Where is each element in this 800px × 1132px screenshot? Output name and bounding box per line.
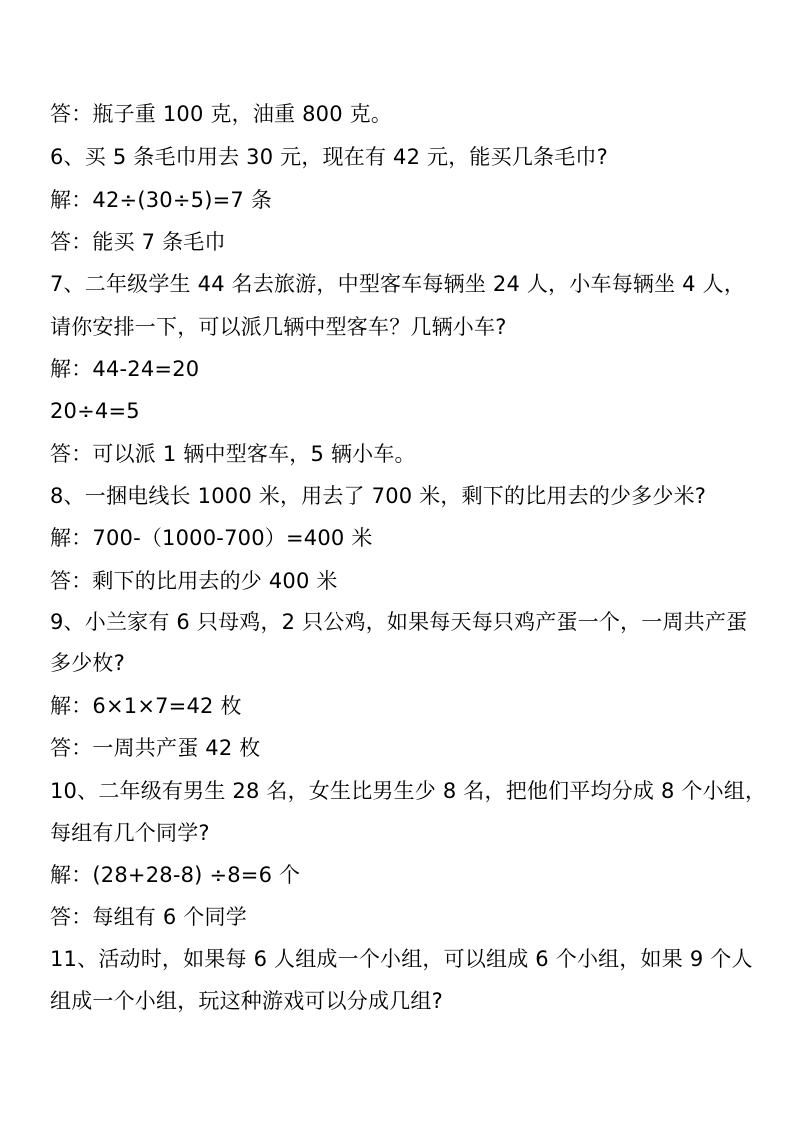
question-8: 8、一捆电线长 1000 米，用去了 700 米，剩下的比用去的少多少米? <box>50 484 707 508</box>
answer-line-8: 答：剩下的比用去的少 400 米 <box>50 569 338 593</box>
solution-line-6: 解：42÷(30÷5)=7 条 <box>50 188 273 212</box>
question-7-part-1: 7、二年级学生 44 名去旅游，中型客车每辆坐 24 人，小车每辆坐 4 人， <box>50 272 746 296</box>
question-10-part-1: 10、二年级有男生 28 名，女生比男生少 8 名，把他们平均分成 8 个小组， <box>50 779 767 803</box>
question-6: 6、买 5 条毛巾用去 30 元，现在有 42 元，能买几条毛巾? <box>50 145 608 169</box>
solution-line-9: 解：6×1×7=42 枚 <box>50 694 242 718</box>
answer-line-7: 答：可以派 1 辆中型客车，5 辆小车。 <box>50 442 416 466</box>
answer-line-6: 答：能买 7 条毛巾 <box>50 230 226 254</box>
answer-line-10: 答：每组有 6 个同学 <box>50 905 247 929</box>
question-10-part-2: 每组有几个同学? <box>50 821 210 845</box>
question-7-part-2: 请你安排一下，可以派几辆中型客车？几辆小车? <box>50 315 507 339</box>
question-11-part-2: 组成一个小组，玩这种游戏可以分成几组? <box>50 989 443 1013</box>
answer-line-5: 答：瓶子重 100 克，油重 800 克。 <box>50 102 393 126</box>
question-11-part-1: 11、活动时，如果每 6 人组成一个小组，可以组成 6 个小组，如果 9 个人 <box>50 947 753 971</box>
solution-line-8: 解：700-（1000-700）=400 米 <box>50 526 373 550</box>
solution-line-7a: 解：44-24=20 <box>50 357 200 381</box>
question-9-part-2: 多少枚? <box>50 651 125 675</box>
solution-line-10: 解：(28+28-8) ÷8=6 个 <box>50 863 301 887</box>
answer-line-9: 答：一周共产蛋 42 枚 <box>50 736 261 760</box>
question-9-part-1: 9、小兰家有 6 只母鸡，2 只公鸡，如果每天每只鸡产蛋一个，一周共产蛋 <box>50 610 748 634</box>
solution-line-7b: 20÷4=5 <box>50 399 140 423</box>
